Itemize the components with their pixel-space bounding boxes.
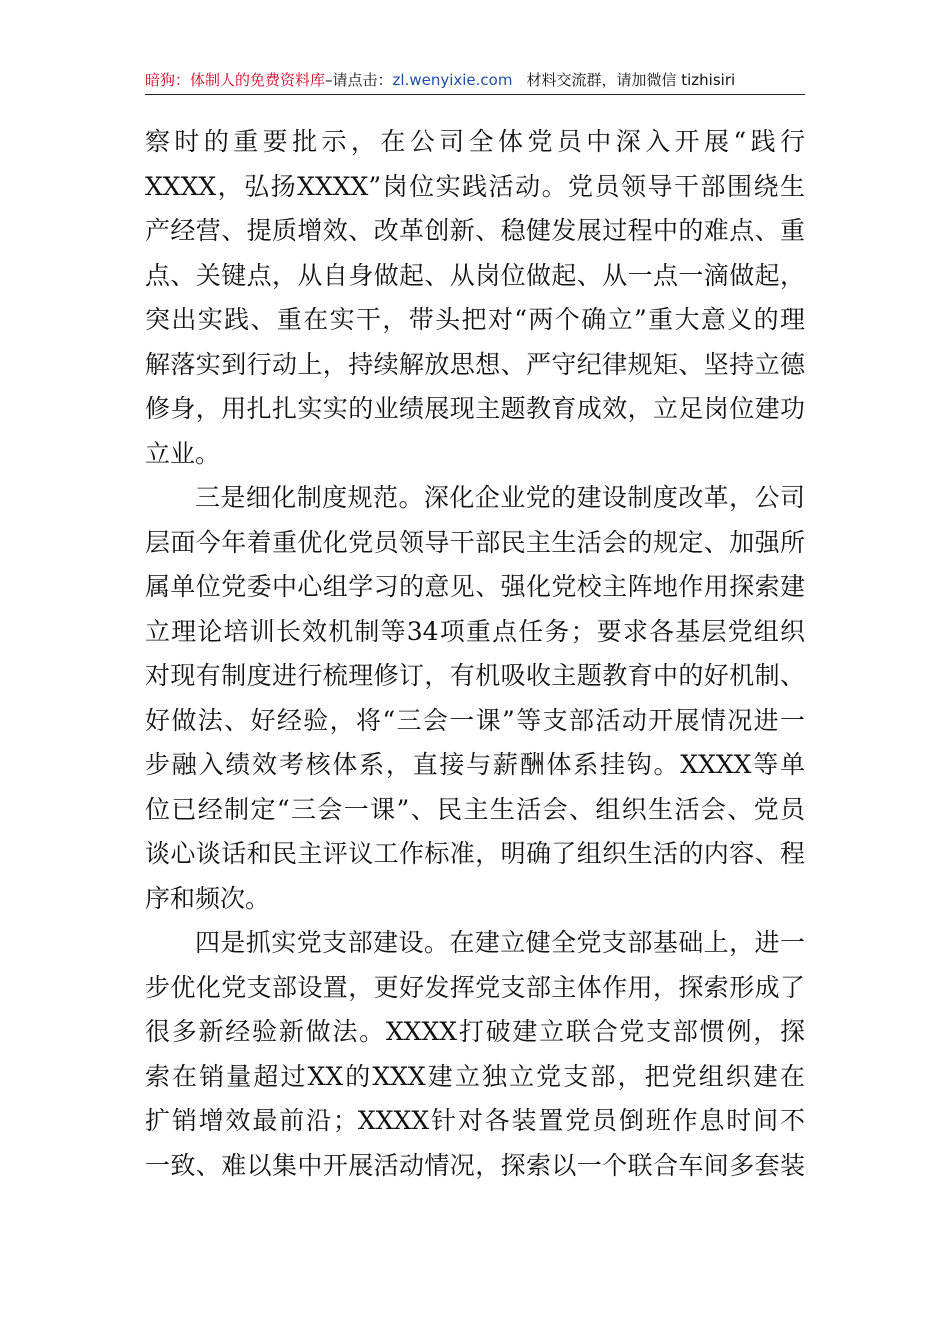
paragraph-first-line: 四是抓实党支部建设。在建立健全党支部基础上，进一	[195, 928, 805, 957]
text-line: 扩销增效最前沿；XXXX针对各装置党员倒班作息时间不	[145, 1106, 805, 1135]
text-line: 立业。	[145, 438, 221, 468]
header-link[interactable]: zl.wenyixie.com	[392, 71, 513, 89]
text-line: 位已经制定“三会一课”、民主生活会、组织生活会、党员	[145, 794, 805, 824]
page-header	[145, 68, 805, 92]
text-line: 突出实践、重在实干，带头把对“两个确立”重大意义的理	[145, 305, 805, 334]
text-line: 立理论培训长效机制等34项重点任务；要求各基层党组织	[145, 616, 805, 646]
text-line: 点、关键点，从自身做起、从岗位做起、从一点一滴做起，	[145, 260, 805, 290]
text-line: XXXX，弘扬XXXX”岗位实践活动。党员领导干部围绕生	[145, 171, 805, 201]
header-prompt: –请点击：	[325, 71, 393, 89]
text-line: 一致、难以集中开展活动情况，探索以一个联合车间多套装	[145, 1150, 805, 1180]
text-line: 好做法、好经验，将“三会一课”等支部活动开展情况进一	[145, 705, 805, 735]
text-line: 修身，用扎扎实实的业绩展现主题教育成效，立足岗位建功	[145, 394, 805, 423]
text-line: 步融入绩效考核体系，直接与薪酬体系挂钩。XXXX等单	[145, 750, 805, 779]
text-line: 索在销量超过XX的XXX建立独立党支部，把党组织建在	[145, 1061, 805, 1091]
text-line: 很多新经验新做法。XXXX打破建立联合党支部惯例，探	[145, 1017, 805, 1046]
text-line: 序和频次。	[145, 883, 271, 913]
paragraph-first-line: 三是细化制度规范。深化企业党的建设制度改革，公司	[195, 483, 805, 512]
text-line: 产经营、提质增效、改革创新、稳健发展过程中的难点、重	[145, 216, 805, 245]
text-line: 对现有制度进行梳理修订，有机吸收主题教育中的好机制、	[145, 661, 805, 690]
text-line: 层面今年着重优化党员领导干部民主生活会的规定、加强所	[145, 527, 805, 557]
text-line: 谈心谈话和民主评议工作标准，明确了组织生活的内容、程	[145, 839, 805, 868]
text-line: 步优化党支部设置，更好发挥党支部主体作用，探索形成了	[145, 972, 805, 1002]
text-line: 察时的重要批示，在公司全体党员中深入开展“践行	[145, 127, 805, 156]
header-brand: 暗狗：体制人的免费资料库	[145, 71, 326, 89]
text-line: 属单位党委中心组学习的意见、强化党校主阵地作用探索建	[145, 572, 805, 601]
header-divider	[145, 94, 805, 95]
document-body	[145, 120, 805, 1188]
text-line: 解落实到行动上，持续解放思想、严守纪律规矩、坚持立德	[145, 349, 805, 379]
header-contact: 材料交流群，请加微信 tizhisiri	[526, 71, 736, 89]
